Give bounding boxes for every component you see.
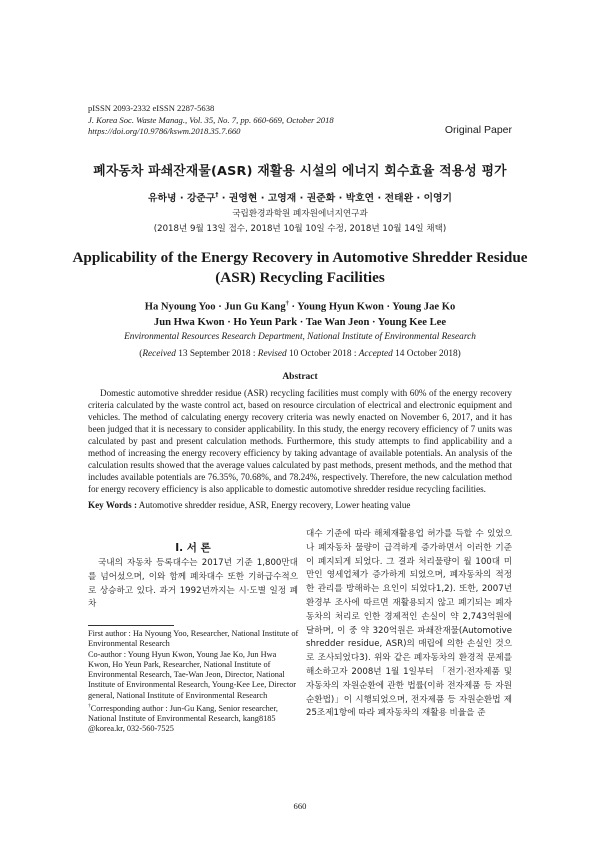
author-footnotes (88, 629, 300, 735)
doi-link[interactable]: https://doi.org/10.9786/kswm.2018.35.7.660 (88, 126, 241, 136)
corresponding-author-note: †Corresponding author : Jun-Gu Kang, Senior researcher, National Institute of Environmental Research, kang8185 @korea.kr, 032-560-7525 (88, 703, 278, 734)
author-line-2: Jun Hwa Kwon · Ho Yeun Park · Tae Wan Jeon · Young Kee Lee (153, 317, 447, 329)
journal-metadata (88, 103, 334, 138)
korean-affiliation: 국립환경과학원 폐자원에너지연구과 (232, 209, 368, 219)
article-type-label: Original Paper (444, 124, 512, 136)
intro-left-column: 국내의 자동차 등록대수는 2017년 기준 1,800만대를 넘어섰으며, 이와 함께 폐차대수 또한 기하급수적으로 상승하고 있다. 과거 1992년까지는 시·도별 일정 폐차 (88, 558, 298, 610)
korean-authors: 유하녕 · 강준구† · 권영현 · 고영재 · 권준화 · 박호연 · 전태완 · 이영기 (148, 191, 452, 204)
author-line-1: Ha Nyoung Yoo · Jun Gu Kang† · Young Hyun Kwon · Young Jae Ko (144, 300, 456, 313)
english-title: Applicability of the Energy Recovery in Automotive Shredder Residue (ASR) Recycling Facilities (72, 249, 528, 286)
korean-dates: (2018년 9월 13일 접수, 2018년 10월 10일 수정, 2018년 10월 14일 채택) (153, 224, 447, 234)
intro-right-column: 대수 기준에 따라 해체재활용업 허가를 득할 수 있었으나 폐자동차 물량이 급격하게 증가하면서 이러한 기준이 폐지되게 되었다. 그 결과 처리물량이 월 100대 미만인 영세업체가 증가하게 되었으며, 폐자동차의 적정한 관리를 방해하는 요인이 되었다1,2). 또한, 2007년 환경부 조사에 따르면 재활용되지 않고 폐기되는 폐자동차의 처리로 인한 경제적인 손실이 약 2,743억원에 달하며, 이 중 약 320억원은 파쇄잔재물(Automotive shredder residue, ASR)의 매립에 의한 손실인 것으로 조사되었다3). 위와 같은 폐자동차의 환경적 문제를 해소하고자 2008년 1월 1일부터 「전기·전자제품 및 자동차의 자원순환에 관한 법률(이하 전자제품 등 자원순환법)」이 시행되었으며, 전자제품 등 자원순환법 제25조제1항에 따라 폐자동차의 재활용 비율을 준 (306, 529, 512, 719)
co-author-note: Co-author : Young Hyun Kwon, Young Jae Ko, Jun Hwa Kwon, Ho Yeun Park, Researcher, National Institute of Environmental Research, Tae-Wan Jeon, Director, National Institute of Environmental Research, Young-Kee Lee, Director general, National Institute of Environmental Research (88, 649, 297, 700)
korean-title: 폐자동차 파쇄잔재물(ASR) 재활용 시설의 에너지 회수효율 적용성 평가 (93, 164, 507, 179)
footnote-divider (88, 625, 174, 626)
keywords: Key Words : Automotive shredder residue, ASR, Energy recovery, Lower heating value (88, 500, 411, 510)
page-number: 660 (293, 801, 307, 811)
section-heading: I. 서 론 (175, 542, 211, 554)
abstract-heading: Abstract (282, 372, 318, 382)
english-authors (0, 296, 600, 331)
first-author-note: First author : Ha Nyoung Yoo, Researcher, National Institute of Environmental Research (88, 629, 299, 649)
issn-line: pISSN 2093-2332 eISSN 2287-5638 (88, 103, 215, 113)
english-affiliation: Environmental Resources Research Department, National Institute of Environmental Research (124, 332, 476, 342)
abstract-text: Domestic automotive shredder residue (ASR) recycling facilities must comply with 60% of the energy recovery criteria calculated by the waste control act, based on resource circulation of electrical and electronic equipment and vehicles. The method of calculating energy recovery criteria was newly enacted on November 6, 2017, and it has been judged that it is necessary to consider applicability. In this study, the energy recovery efficiency of 7 units was calculated by past and present calculation methods. Furthermore, this study attempts to find applicability and a method of increasing the energy recovery efficiency by taking advantage of available potentials. An analysis of the calculation results showed that the average values calculated by past methods, present methods, and the method that includes available potentials are 76.35%, 70.68%, and 78.24%, respectively. Therefore, the new calculation method for energy recovery efficiency is also applicable to domestic automotive shredder residue recycling facilities. (88, 388, 512, 495)
journal-citation: J. Korea Soc. Waste Manag., Vol. 35, No. 7, pp. 660-669, October 2018 (88, 114, 334, 125)
english-dates: (Received 13 September 2018 : Revised 10 October 2018 : Accepted 14 October 2018) (139, 349, 461, 359)
